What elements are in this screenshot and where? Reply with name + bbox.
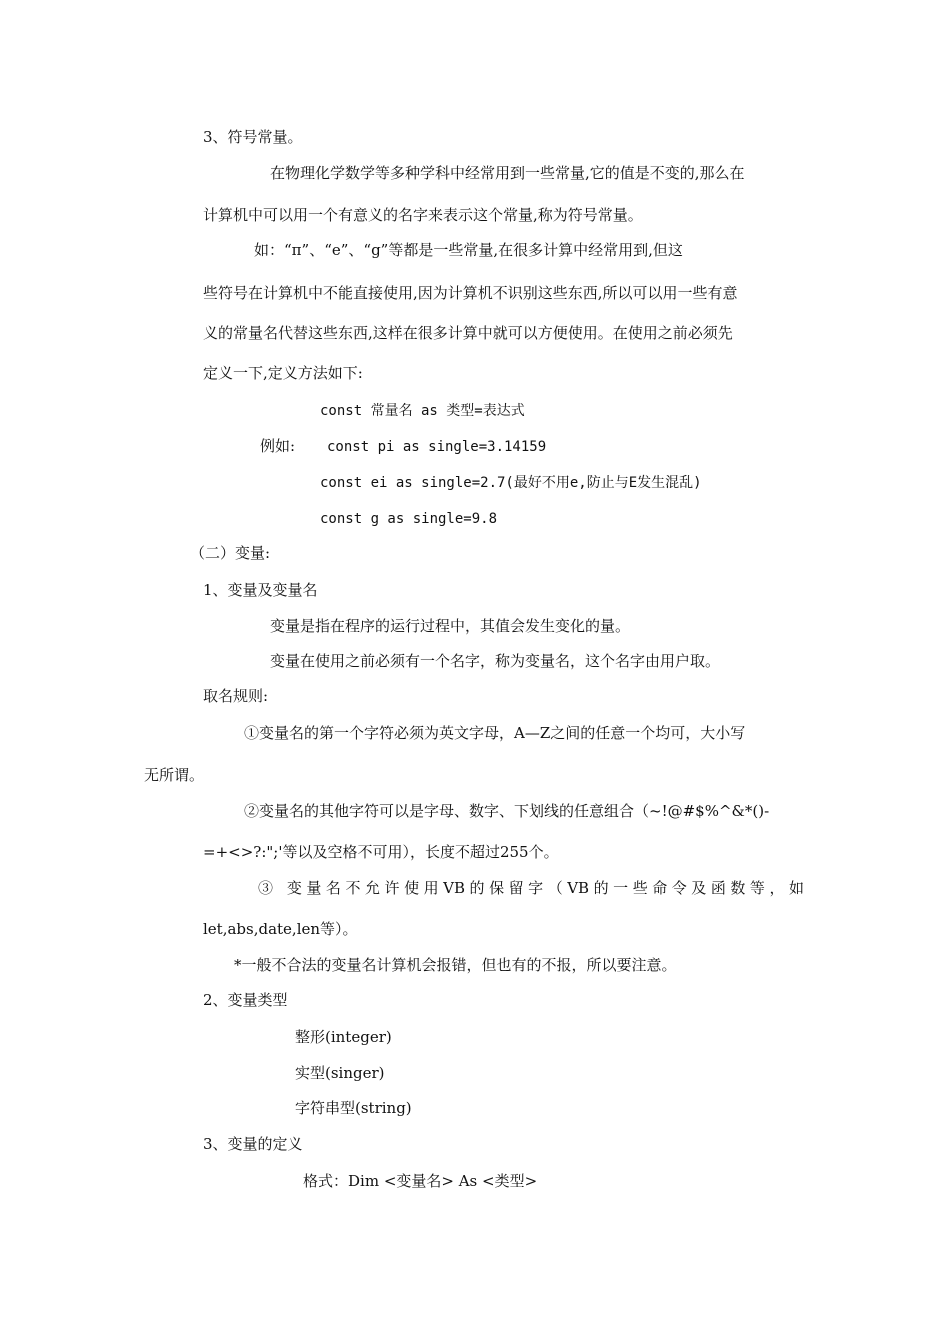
rule-line: ③ 变量名不允许使用VB的保留字（VB的一些命令及函数等，如 — [258, 879, 804, 897]
rule-line: =+<>?:";'等以及空格不可用），长度不超过255个。 — [203, 843, 559, 861]
example-label: 例如: — [260, 437, 296, 455]
dim-format: 格式：Dim <变量名> As <类型> — [303, 1172, 538, 1190]
section-heading-variables: （二）变量: — [190, 544, 271, 562]
paragraph-line: 如：“π”、“e”、“g”等都是一些常量,在很多计算中经常用到,但这 — [254, 241, 683, 259]
paragraph-line: 变量在使用之前必须有一个名字，称为变量名，这个名字由用户取。 — [270, 652, 721, 670]
subsection-heading: 1、变量及变量名 — [203, 581, 318, 599]
paragraph-line: 在物理化学数学等多种学科中经常用到一些常量,它的值是不变的,那么在 — [270, 164, 745, 182]
rule-line: ①变量名的第一个字符必须为英文字母，A—Z之间的任意一个均可，大小写 — [244, 724, 746, 742]
const-syntax: const 常量名 as 类型=表达式 — [320, 403, 525, 419]
rule-line: 无所谓。 — [144, 766, 205, 784]
rule-line: let,abs,date,len等）。 — [203, 920, 358, 938]
code-example: const ei as single=2.7(最好不用e,防止与E发生混乱) — [320, 475, 702, 491]
note-line: *一般不合法的变量名计算机会报错，但也有的不报，所以要注意。 — [234, 956, 677, 974]
paragraph-line: 变量是指在程序的运行过程中，其值会发生变化的量。 — [270, 617, 631, 635]
section-heading-symbol-constants: 3、符号常量。 — [203, 128, 303, 146]
paragraph-line: 定义一下,定义方法如下: — [203, 364, 363, 382]
paragraph-line: 计算机中可以用一个有意义的名字来表示这个常量,称为符号常量。 — [203, 206, 643, 224]
type-item: 实型(singer) — [295, 1064, 385, 1082]
type-item: 整形(integer) — [295, 1028, 392, 1046]
code-example: const g as single=9.8 — [320, 511, 498, 527]
subsection-heading: 3、变量的定义 — [203, 1135, 303, 1153]
rules-label: 取名规则: — [203, 687, 269, 705]
code-example: const pi as single=3.14159 — [327, 439, 547, 455]
subsection-heading: 2、变量类型 — [203, 991, 288, 1009]
type-item: 字符串型(string) — [295, 1099, 412, 1117]
paragraph-line: 义的常量名代替这些东西,这样在很多计算中就可以方便使用。在使用之前必须先 — [203, 324, 733, 342]
paragraph-line: 些符号在计算机中不能直接使用,因为计算机不识别这些东西,所以可以用一些有意 — [203, 284, 738, 302]
rule-line: ②变量名的其他字符可以是字母、数字、下划线的任意组合（~!@#$%^&*()- — [244, 802, 770, 820]
